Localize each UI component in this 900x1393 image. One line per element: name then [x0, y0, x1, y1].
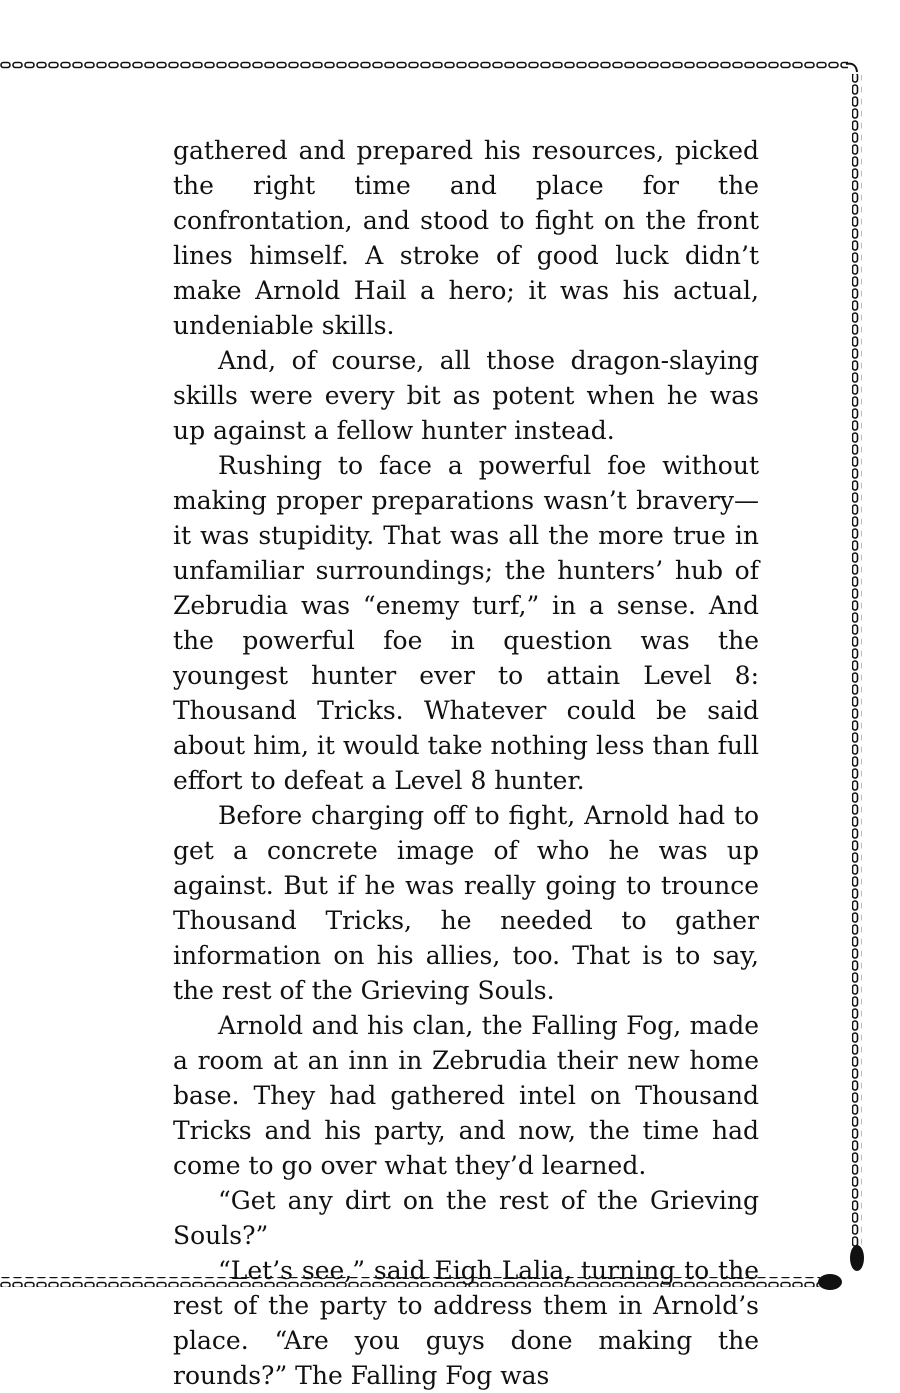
right-chain [852, 74, 862, 1250]
paragraph-6: “Get any dirt on the rest of the Grieving Souls?” [173, 1186, 759, 1250]
paragraph-3: Rushing to face a powerful foe without making proper preparations wasn’t bravery—it was stupidity. That was all the more true in unfamiliar surroundings; the hunters’ hub of Zebrudia was “enemy turf,” in a sense. And the powerful foe in question was the youngest hunter ever to attain Level 8: Thousand Tricks. Whatever could be said about him, it would take nothing less than full effort to defeat a Level 8 hunter. [173, 451, 759, 795]
body-text [173, 133, 759, 1393]
paragraph-1: gathered and prepared his resources, picked the right time and place for the confrontation, and stood to fight on the front lines himself. A stroke of good luck didn’t make Arnold Hail a hero; it was his actual, undeniable skills. [173, 136, 759, 340]
corner-drop [850, 1245, 864, 1271]
paragraph-5: Arnold and his clan, the Falling Fog, made a room at an inn in Zebrudia their new home base. They had gathered intel on Thousand Tricks and his party, and now, the time had come to go over what they’d learned. [173, 1011, 759, 1180]
paragraph-7: “Let’s see,” said Eigh Lalia, turning to the rest of the party to address them in Arnold’s place. “Are you guys done making the rounds?” The Falling Fog was [173, 1256, 759, 1390]
paragraph-4: Before charging off to fight, Arnold had to get a concrete image of who he was up against. But if he was really going to trounce Thousand Tricks, he needed to gather information on his allies, too. That is to say, the rest of the Grieving Souls. [173, 801, 759, 1005]
paragraph-2: And, of course, all those dragon-slaying skills were every bit as potent when he was up against a fellow hunter instead. [173, 346, 759, 445]
bottom-knot [818, 1274, 842, 1290]
top-chain [0, 60, 848, 70]
